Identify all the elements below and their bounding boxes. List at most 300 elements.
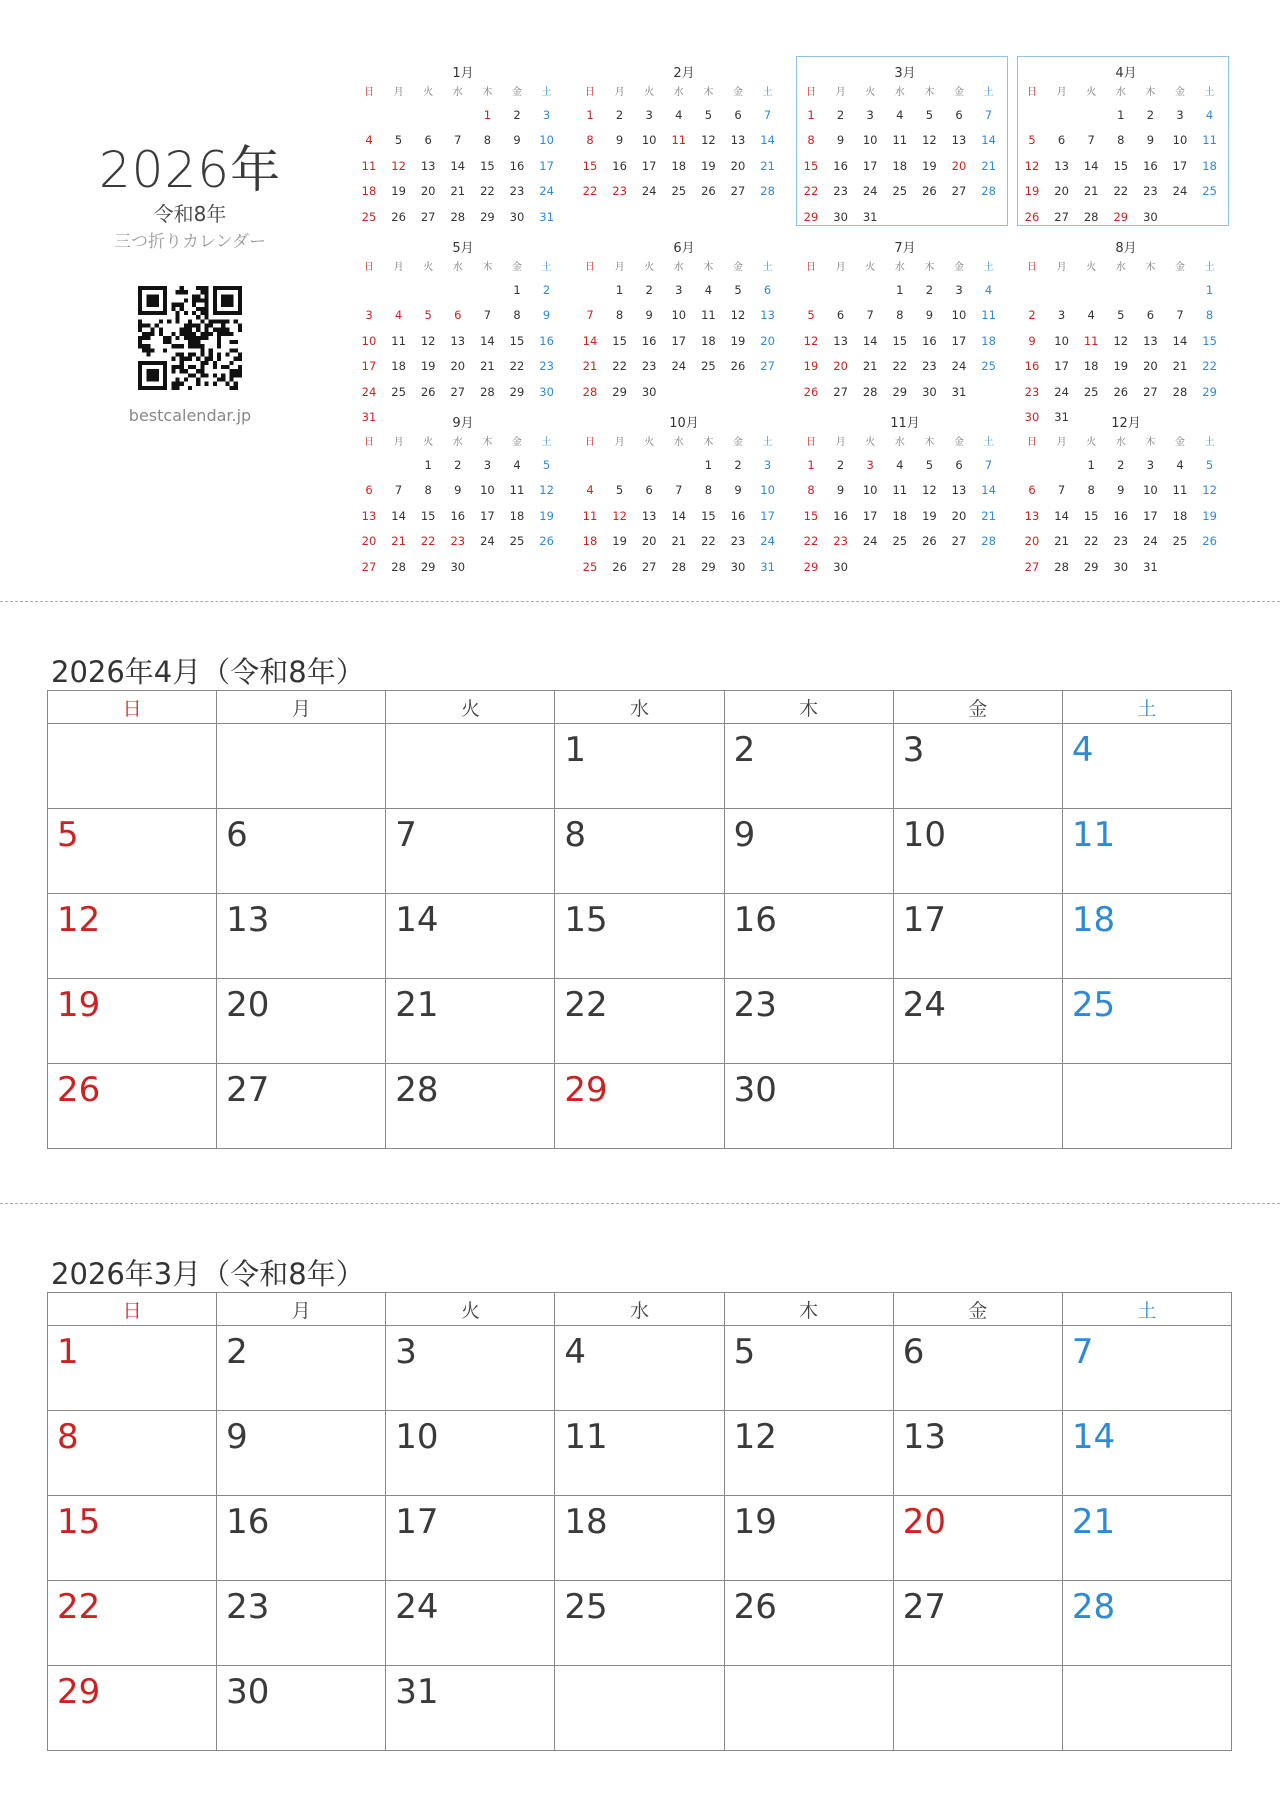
day-number: 13 [226, 900, 270, 940]
mini-day: 11 [1202, 133, 1217, 148]
mini-day: 25 [391, 384, 406, 399]
day-cell [1062, 1581, 1231, 1666]
week-row [48, 1666, 1232, 1751]
day-number: 31 [395, 1672, 439, 1712]
mini-day: 19 [612, 534, 627, 549]
day-cell [555, 894, 724, 979]
mini-day: 26 [1202, 534, 1217, 549]
day-number: 12 [733, 1417, 777, 1457]
mini-day: 27 [833, 384, 848, 399]
mini-day: 16 [730, 508, 746, 523]
mini-day: 29 [480, 209, 495, 224]
mini-weekday-label: 火 [1086, 262, 1097, 273]
mini-weekday-label: 月 [835, 262, 846, 273]
era-label: 令和8年 [153, 202, 227, 226]
day-cell [555, 1581, 724, 1666]
mini-day: 11 [892, 133, 908, 148]
mini-day: 26 [539, 534, 554, 549]
mini-day: 28 [480, 384, 495, 399]
mini-weekday-label: 水 [894, 437, 905, 448]
mini-weekday-label: 木 [482, 87, 493, 98]
day-cell [386, 1666, 555, 1751]
weekday-header: 月 [217, 1293, 386, 1326]
mini-day: 31 [862, 209, 878, 224]
mini-day: 21 [671, 534, 687, 549]
mini-weekday-label: 月 [835, 437, 846, 448]
mini-day: 16 [833, 508, 848, 523]
mini-day: 11 [1083, 333, 1099, 348]
mini-day: 17 [641, 158, 657, 173]
mini-day: 26 [391, 209, 406, 224]
mini-day: 26 [701, 184, 716, 199]
day-number: 7 [395, 815, 417, 855]
mini-month [581, 408, 797, 578]
mini-month-title: 9月 [452, 416, 474, 431]
mini-day: 5 [615, 483, 624, 498]
mini-day: 27 [1143, 384, 1158, 399]
mini-day: 22 [420, 534, 436, 549]
day-number: 15 [564, 900, 608, 940]
day-cell [893, 979, 1062, 1064]
mini-day: 13 [450, 333, 466, 348]
mini-month [360, 58, 576, 228]
mini-weekday-label: 火 [1086, 437, 1097, 448]
mini-weekday-label: 木 [482, 262, 493, 273]
mini-day: 23 [509, 184, 525, 199]
mini-month-title: 6月 [673, 241, 695, 256]
mini-weekday-label: 木 [924, 262, 935, 273]
mini-day: 28 [1172, 384, 1188, 399]
day-number: 6 [902, 1332, 925, 1372]
day-number: 29 [564, 1070, 608, 1110]
day-number: 2 [226, 1332, 248, 1372]
mini-month-title: 4月 [1115, 66, 1137, 81]
mini-day: 18 [892, 158, 908, 173]
mini-day: 27 [1024, 559, 1040, 574]
mini-day: 21 [450, 184, 466, 199]
day-cell [48, 724, 217, 809]
mini-weekday-label: 土 [541, 437, 552, 448]
mini-day: 1 [807, 108, 815, 122]
day-cell [893, 1581, 1062, 1666]
mini-day: 18 [1202, 158, 1217, 173]
mini-day: 8 [513, 308, 521, 323]
mini-day: 9 [454, 483, 462, 498]
day-cell [724, 1581, 893, 1666]
mini-day: 30 [833, 209, 848, 224]
day-cell [893, 1411, 1062, 1496]
mini-day: 28 [981, 534, 996, 549]
mini-day: 3 [483, 458, 492, 472]
mini-weekday-label: 金 [954, 437, 964, 448]
mini-day: 7 [984, 108, 993, 122]
mini-day: 19 [730, 333, 746, 348]
day-number: 9 [226, 1417, 248, 1457]
mini-day: 20 [450, 359, 466, 374]
mini-weekday-label: 水 [673, 87, 684, 98]
mini-day: 16 [612, 158, 627, 173]
mini-day: 25 [361, 209, 377, 224]
mini-day: 14 [671, 508, 687, 523]
mini-day: 3 [763, 458, 772, 472]
mini-day: 31 [760, 559, 775, 574]
mini-month-title: 3月 [894, 66, 916, 81]
mini-day: 26 [730, 359, 746, 374]
mini-day: 1 [1087, 458, 1095, 472]
mini-day: 22 [803, 184, 819, 199]
mini-weekday-label: 火 [644, 87, 655, 98]
mini-weekday-label: 土 [1204, 437, 1215, 448]
mini-day: 25 [892, 184, 908, 199]
mini-day: 22 [509, 359, 525, 374]
mini-day: 8 [1117, 133, 1125, 148]
mini-day: 10 [1054, 333, 1069, 348]
mini-day: 26 [803, 384, 819, 399]
mini-day: 30 [450, 559, 466, 574]
mini-weekday-label: 月 [1056, 437, 1067, 448]
mini-weekday-label: 月 [1056, 87, 1067, 98]
mini-day: 23 [1113, 534, 1129, 549]
day-cell [1062, 1496, 1231, 1581]
mini-day: 8 [807, 483, 815, 498]
mini-day: 12 [1202, 483, 1217, 498]
mini-day: 10 [361, 333, 377, 348]
mini-day: 15 [582, 158, 598, 173]
mini-day: 14 [450, 158, 466, 173]
mini-weekday-label: 木 [703, 437, 714, 448]
mini-day: 4 [1205, 108, 1214, 122]
mini-day: 6 [763, 283, 772, 297]
mini-day: 7 [483, 308, 492, 323]
mini-day: 19 [803, 359, 819, 374]
day-cell [1062, 1411, 1231, 1496]
month-calendar-title: 2026年4月（令和8年） [51, 655, 365, 689]
mini-weekday-label: 日 [585, 437, 595, 448]
mini-day: 6 [365, 483, 373, 498]
mini-day: 4 [1176, 458, 1184, 472]
mini-day: 18 [981, 333, 996, 348]
mini-day: 17 [1172, 158, 1188, 173]
day-number: 5 [57, 815, 79, 855]
day-cell [724, 1496, 893, 1581]
mini-day: 22 [1083, 534, 1099, 549]
mini-day: 17 [671, 333, 687, 348]
mini-day: 30 [1143, 209, 1158, 224]
mini-day: 23 [833, 184, 848, 199]
day-number: 25 [1071, 985, 1116, 1025]
day-number: 17 [902, 900, 946, 940]
mini-weekday-label: 月 [614, 262, 625, 273]
mini-month-title: 1月 [452, 66, 474, 81]
mini-day: 29 [1113, 209, 1129, 224]
mini-day: 24 [1054, 384, 1069, 399]
mini-weekday-label: 金 [954, 87, 964, 98]
mini-day: 7 [675, 483, 683, 498]
day-number: 21 [395, 985, 439, 1025]
day-number: 27 [226, 1070, 270, 1110]
mini-weekday-label: 火 [423, 437, 434, 448]
mini-day: 15 [1202, 333, 1217, 348]
mini-day: 19 [420, 359, 436, 374]
day-number: 30 [226, 1672, 270, 1712]
day-cell [386, 894, 555, 979]
day-cell [724, 1064, 893, 1149]
site-url: bestcalendar.jp [128, 406, 252, 425]
mini-day: 12 [1113, 333, 1129, 348]
mini-day: 25 [671, 184, 687, 199]
mini-weekday-label: 水 [1115, 87, 1126, 98]
mini-weekday-label: 火 [865, 437, 876, 448]
year-overview [360, 58, 1240, 580]
mini-day: 5 [542, 458, 551, 472]
week-row [48, 979, 1232, 1064]
day-cell [217, 1666, 386, 1751]
weekday-header: 月 [217, 691, 386, 724]
mini-day: 13 [1143, 333, 1158, 348]
mini-weekday-label: 金 [512, 437, 522, 448]
mini-weekday-label: 木 [924, 87, 935, 98]
mini-day: 4 [586, 483, 594, 498]
mini-day: 21 [1083, 184, 1099, 199]
mini-day: 1 [704, 458, 713, 472]
mini-day: 12 [539, 483, 554, 498]
mini-day: 8 [1205, 308, 1214, 323]
mini-day: 30 [509, 209, 525, 224]
mini-day: 27 [420, 209, 436, 224]
day-cell [48, 1581, 217, 1666]
day-cell [217, 894, 386, 979]
mini-day: 3 [645, 108, 653, 122]
mini-day: 1 [483, 108, 492, 122]
mini-day: 4 [704, 283, 713, 297]
mini-weekday-label: 土 [541, 262, 552, 273]
mini-day: 28 [760, 184, 775, 199]
mini-day: 5 [925, 458, 934, 472]
mini-day: 26 [922, 534, 937, 549]
day-number: 4 [564, 1332, 587, 1372]
mini-day: 30 [641, 384, 657, 399]
mini-day: 18 [1172, 508, 1188, 523]
mini-day: 14 [862, 333, 878, 348]
mini-month-title: 8月 [1115, 241, 1137, 256]
mini-day: 19 [922, 508, 937, 523]
day-cell [893, 1666, 1062, 1751]
day-cell [386, 1496, 555, 1581]
mini-day: 5 [1028, 133, 1036, 148]
day-cell [1062, 1064, 1231, 1149]
mini-weekday-label: 日 [364, 437, 374, 448]
day-number: 20 [226, 985, 270, 1025]
day-cell [217, 724, 386, 809]
mini-weekday-label: 木 [703, 262, 714, 273]
weekday-header: 金 [893, 1293, 1062, 1326]
weekday-header: 土 [1062, 1293, 1231, 1326]
day-number: 14 [395, 900, 439, 940]
week-row [48, 1064, 1232, 1149]
mini-day: 7 [1057, 483, 1066, 498]
day-cell [1062, 809, 1231, 894]
mini-day: 17 [480, 508, 495, 523]
mini-day: 13 [420, 158, 436, 173]
mini-weekday-label: 水 [673, 437, 684, 448]
mini-weekday-label: 土 [983, 437, 994, 448]
mini-day: 5 [424, 308, 432, 323]
mini-day: 9 [836, 133, 845, 148]
day-number: 27 [902, 1587, 946, 1627]
mini-day: 2 [925, 283, 934, 297]
mini-day: 4 [513, 458, 521, 472]
mini-day: 8 [1087, 483, 1095, 498]
mini-day: 11 [671, 133, 687, 148]
mini-day: 17 [951, 333, 967, 348]
mini-day: 14 [981, 133, 996, 148]
mini-day: 12 [612, 508, 627, 523]
mini-day: 20 [951, 508, 967, 523]
day-cell [555, 724, 724, 809]
mini-day: 28 [671, 559, 687, 574]
day-number: 7 [1071, 1332, 1094, 1372]
mini-day: 26 [420, 384, 436, 399]
mini-day: 28 [1054, 559, 1069, 574]
mini-weekday-label: 金 [733, 87, 743, 98]
mini-day: 20 [420, 184, 436, 199]
day-cell [724, 1411, 893, 1496]
mini-weekday-label: 金 [733, 262, 743, 273]
mini-day: 23 [833, 534, 848, 549]
mini-day: 12 [730, 308, 746, 323]
mini-weekday-label: 土 [983, 87, 994, 98]
mini-day: 13 [1024, 508, 1040, 523]
weekday-header: 木 [724, 691, 893, 724]
mini-day: 24 [1172, 184, 1188, 199]
weekday-header: 金 [893, 691, 1062, 724]
mini-weekday-label: 土 [541, 87, 552, 98]
week-row [48, 1411, 1232, 1496]
mini-day: 30 [730, 559, 746, 574]
mini-day: 29 [612, 384, 627, 399]
mini-weekday-label: 金 [1175, 262, 1185, 273]
mini-weekday-label: 木 [924, 437, 935, 448]
mini-weekday-label: 水 [1115, 437, 1126, 448]
day-cell [217, 1581, 386, 1666]
day-cell [217, 809, 386, 894]
mini-day: 6 [1146, 308, 1155, 323]
mini-day: 9 [734, 483, 742, 498]
mini-day: 20 [833, 359, 848, 374]
mini-month-title: 10月 [669, 416, 699, 431]
mini-day: 25 [701, 359, 716, 374]
mini-month [581, 58, 797, 228]
mini-day: 26 [1113, 384, 1129, 399]
mini-day: 26 [612, 559, 627, 574]
mini-day: 25 [509, 534, 525, 549]
week-row [48, 724, 1232, 809]
mini-day: 15 [803, 158, 819, 173]
mini-day: 11 [361, 158, 377, 173]
mini-day: 4 [984, 283, 993, 297]
mini-weekday-label: 日 [1027, 262, 1037, 273]
weekday-header: 土 [1062, 691, 1231, 724]
mini-day: 3 [955, 283, 963, 297]
mini-day: 9 [513, 133, 521, 148]
mini-day: 1 [1205, 283, 1214, 297]
mini-day: 3 [866, 108, 874, 122]
mini-day: 10 [539, 133, 554, 148]
day-cell [48, 1666, 217, 1751]
mini-day: 16 [1143, 158, 1158, 173]
mini-weekday-label: 月 [614, 87, 625, 98]
mini-day: 2 [734, 458, 742, 472]
mini-month [802, 233, 1018, 403]
mini-day: 23 [1143, 184, 1158, 199]
mini-day: 28 [582, 384, 598, 399]
week-row [48, 1496, 1232, 1581]
mini-day: 10 [862, 133, 878, 148]
mini-day: 18 [582, 534, 598, 549]
mini-weekday-label: 火 [423, 87, 434, 98]
day-number: 24 [395, 1587, 439, 1627]
mini-month-title: 12月 [1111, 416, 1141, 431]
mini-day: 9 [1117, 483, 1125, 498]
day-number: 8 [57, 1417, 79, 1457]
mini-day: 19 [1202, 508, 1217, 523]
mini-day: 30 [1024, 410, 1040, 424]
day-number: 15 [57, 1502, 101, 1542]
mini-day: 29 [701, 559, 716, 574]
mini-weekday-label: 水 [894, 262, 905, 273]
day-number: 21 [1071, 1502, 1116, 1542]
mini-day: 24 [760, 534, 775, 549]
mini-month-title: 11月 [890, 416, 920, 431]
day-cell [893, 809, 1062, 894]
day-number: 19 [733, 1502, 777, 1542]
mini-day: 5 [925, 108, 934, 122]
week-row [48, 1326, 1232, 1411]
mini-weekday-label: 木 [482, 437, 493, 448]
mini-weekday-label: 水 [452, 87, 463, 98]
day-cell [724, 724, 893, 809]
weekday-header: 火 [386, 1293, 555, 1326]
mini-day: 2 [1028, 308, 1036, 323]
mini-day: 8 [704, 483, 713, 498]
mini-day: 20 [951, 158, 967, 173]
mini-day: 11 [391, 333, 406, 348]
mini-day: 13 [641, 508, 657, 523]
mini-day: 24 [862, 184, 878, 199]
day-cell [386, 1326, 555, 1411]
mini-day: 22 [612, 359, 627, 374]
mini-day: 10 [760, 483, 775, 498]
mini-day: 10 [951, 308, 967, 323]
mini-day: 24 [641, 184, 657, 199]
mini-day: 15 [612, 333, 627, 348]
day-cell [386, 809, 555, 894]
mini-weekday-label: 水 [673, 262, 684, 273]
day-cell [48, 894, 217, 979]
mini-day: 24 [671, 359, 687, 374]
day-number: 18 [564, 1502, 608, 1542]
mini-day: 6 [1028, 483, 1036, 498]
mini-day: 13 [1054, 158, 1069, 173]
day-number: 23 [226, 1587, 270, 1627]
mini-weekday-label: 金 [1175, 87, 1185, 98]
mini-day: 14 [480, 333, 495, 348]
mini-day: 27 [450, 384, 466, 399]
mini-day: 14 [1172, 333, 1188, 348]
day-number: 12 [57, 900, 101, 940]
mini-day: 30 [1113, 559, 1129, 574]
mini-day: 16 [922, 333, 937, 348]
